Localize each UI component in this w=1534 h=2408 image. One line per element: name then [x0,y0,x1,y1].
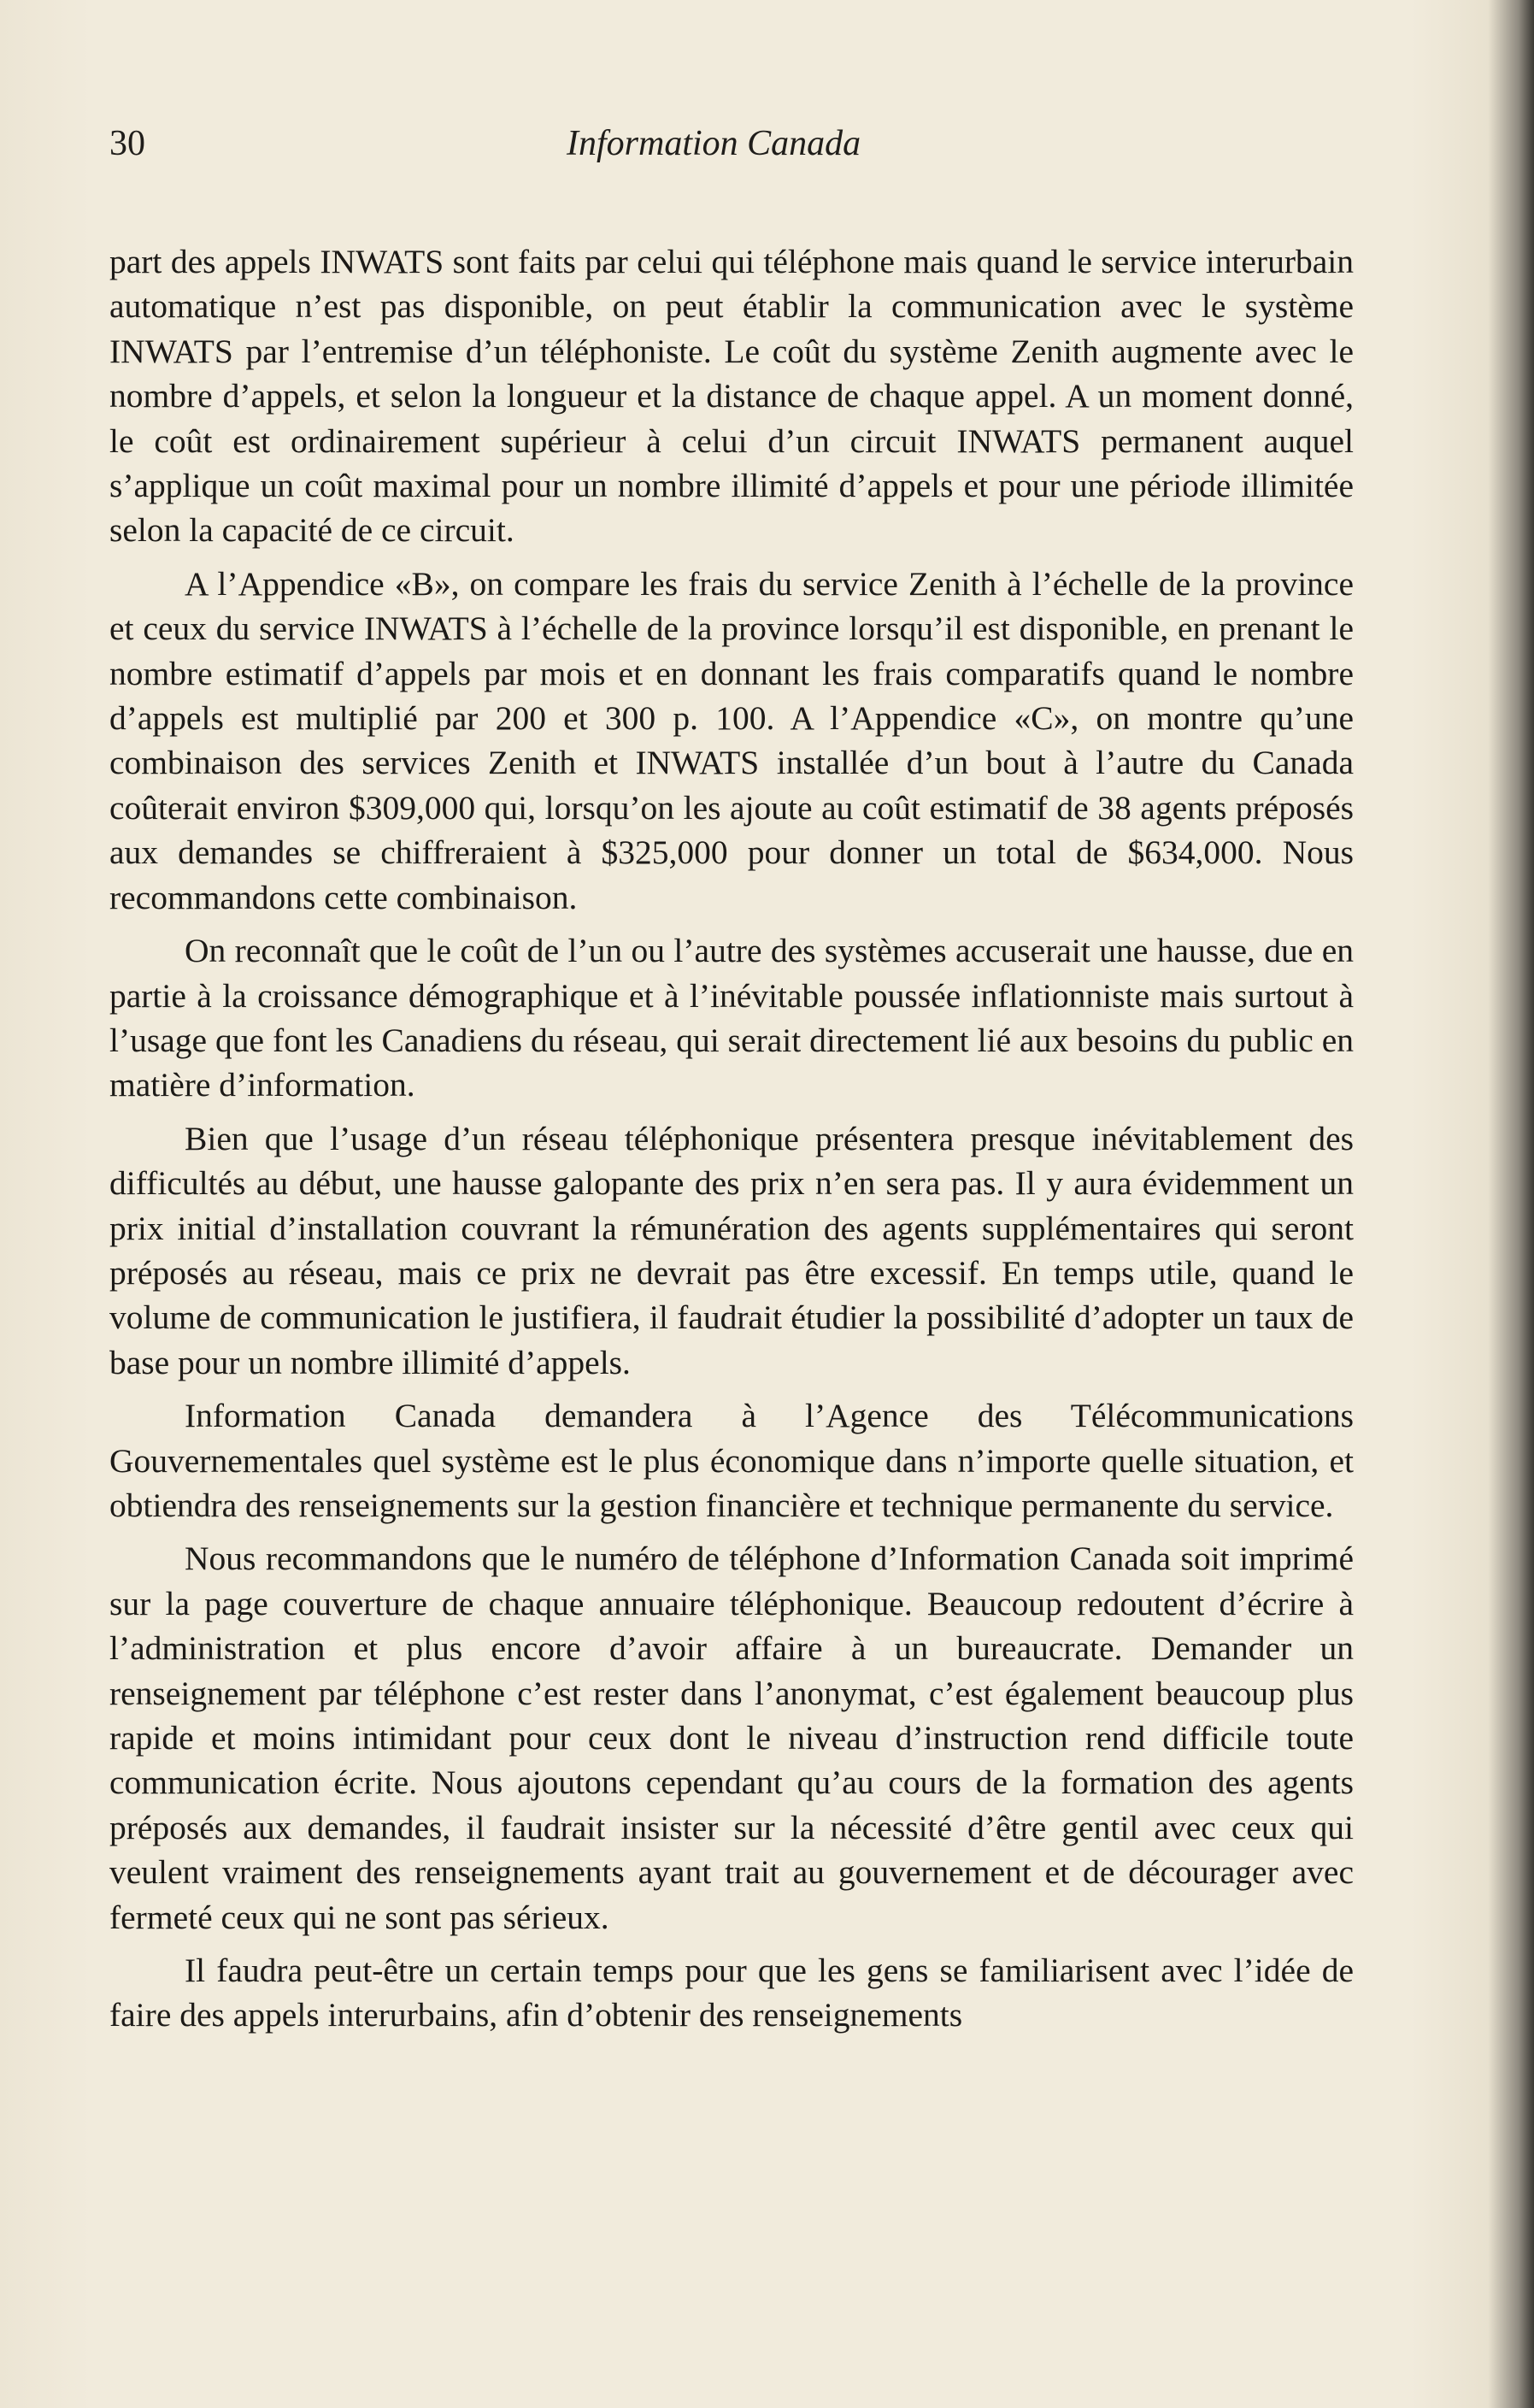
body-text [109,239,1354,2046]
paragraph-2: A l’Appendice «B», on compare les frais du service Zenith à l’échelle de la province et ceux du service INWATS à l’échelle de la province lorsqu’il est disponible, en prenant le nombre estimatif d’appels par mois et en donnant les frais comparatifs quand le nombre d’appels est multiplié par 200 et 300 p. 100. A l’Appendice «C», on montre qu’une combinaison des services Zenith et INWATS installée d’un bout à l’autre du Canada coûterait environ $309,000 qui, lorsqu’on les ajoute au coût estimatif de 38 agents préposés aux demandes se chiffreraient à $325,000 pour donner un total de $634,000. Nous recommandons cette combinaison. [109,564,1354,916]
paragraph-6: Nous recommandons que le numéro de téléphone d’Information Canada soit imprimé sur la page couverture de chaque annuaire téléphonique. Beaucoup redoutent d’écrire à l’administration et plus encore d’avoir affaire à un bureaucrate. Demander un renseignement par téléphone c’est rester dans l’anonymat, c’est également beaucoup plus rapide et moins intimidant pour ceux dont le niveau d’instruction rend difficile toute communication écrite. Nous ajoutons cependant qu’au cours de la formation des agents préposés aux demandes, il faudrait insister sur la nécessité d’être gentil avec ceux qui veulent vraiment des renseignements ayant trait au gouvernement et de décourager avec fermeté ceux qui ne sont pas sérieux. [109,1540,1354,1936]
running-head: Information Canada [567,124,861,163]
page-header [109,118,1349,169]
page-number: 30 [109,124,145,163]
paragraph-7: Il faudra peut-être un certain temps pour que les gens se familiarisent avec l’idée de faire des appels interurbains, afin d’obtenir des renseignements [109,1952,1354,2034]
paragraph-3: On reconnaît que le coût de l’un ou l’autre des systèmes accuserait une hausse, due en partie à la croissance démographique et à l’inévitable poussée inflationniste mais surtout à l’usage que font les Canadiens du réseau, qui serait directement lié aux besoins du public en matière d’information. [109,932,1354,1104]
paragraph-1: part des appels INWATS sont faits par celui qui téléphone mais quand le service interurbain automatique n’est pas disponible, on peut établir la communication avec le système INWATS par l’entremise d’un téléphoniste. Le coût du système Zenith augmente avec le nombre d’appels, et selon la longueur et la distance de chaque appel. A un moment donné, le coût est ordinairement supérieur à celui d’un circuit INWATS permanent auquel s’applique un coût maximal pour un nombre illimité d’appels et pour une période illimitée selon la capacité de ce circuit. [109,243,1354,550]
paragraph-4: Bien que l’usage d’un réseau téléphonique présentera presque inévitablement des difficultés au début, une hausse galopante des prix n’en sera pas. Il y aura évidemment un prix initial d’installation couvrant la rémunération des agents supplémentaires qui seront préposés au réseau, mais ce prix ne devrait pas être excessif. En temps utile, quand le volume de communication le justifiera, il faudrait étudier la possibilité d’adopter un taux de base pour un nombre illimité d’appels. [109,1119,1354,1381]
paragraph-5: Information Canada demandera à l’Agence des Télécommunications Gouvernementales quel système est le plus économique dans n’importe quelle situation, et obtiendra des renseignements sur la gestion financière et technique permanente du service. [109,1397,1354,1524]
